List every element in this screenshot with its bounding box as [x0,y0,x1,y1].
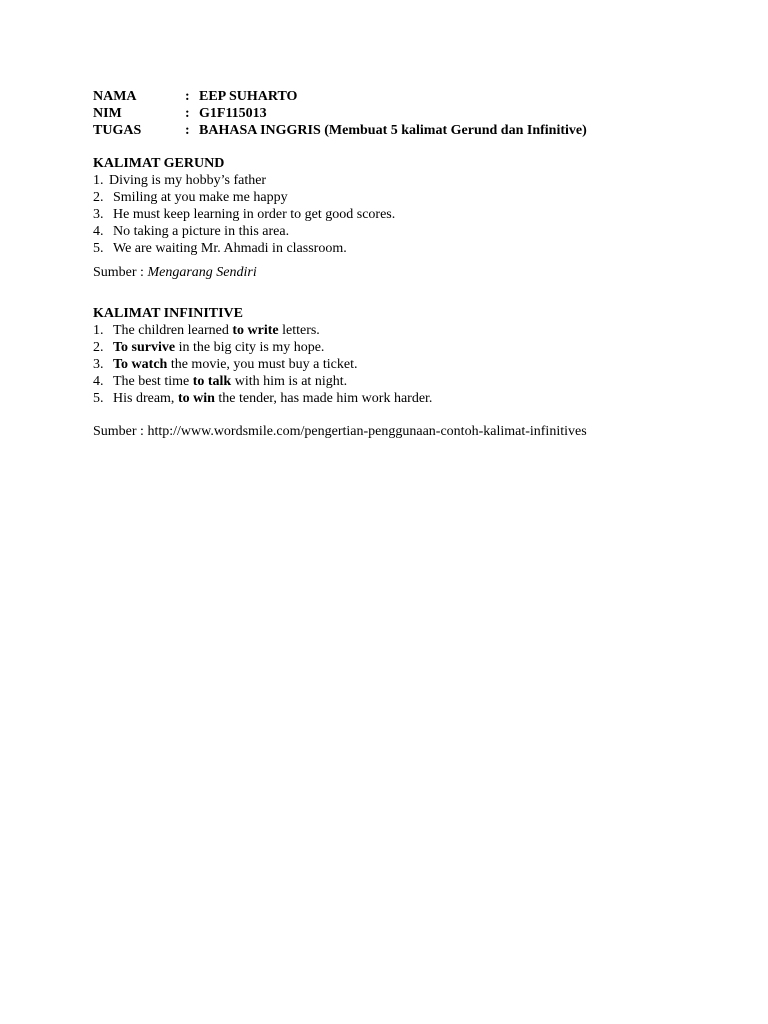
infinitive-list [93,322,432,407]
infinitive-phrase: To survive [113,340,176,355]
infinitive-item-number: 4. [93,374,104,389]
gerund-item-4 [93,223,395,240]
gerund-item-number: 4. [93,224,104,239]
infinitive-phrase: to write [232,323,279,338]
infinitive-title: KALIMAT INFINITIVE [93,306,244,321]
gerund-item-2 [93,189,395,206]
nim-row [93,105,587,122]
infinitive-item-text: His dream, to win the tender, has made him work harder. [113,391,433,406]
gerund-item-3 [93,206,395,223]
infinitive-item-1 [93,322,432,339]
gerund-list [93,172,395,257]
infinitive-item-5 [93,390,432,407]
gerund-item-text: We are waiting Mr. Ahmadi in classroom. [113,241,347,256]
gerund-item-number: 1. [93,173,104,188]
name-value: EEP SUHARTO [199,89,298,104]
infinitive-item-text: To watch the movie, you must buy a ticket. [113,357,358,372]
student-info [93,88,587,139]
gerund-item-5 [93,240,395,257]
infinitive-item-number: 2. [93,340,104,355]
nim-separator: : [185,106,190,121]
gerund-item-text: He must keep learning in order to get good scores. [113,207,396,222]
infinitive-item-text: The children learned to write letters. [113,323,320,338]
infinitive-phrase: to win [177,391,215,406]
name-row [93,88,587,105]
gerund-item-number: 3. [93,207,104,222]
infinitive-source-label: Sumber : [93,424,148,439]
infinitive-item-number: 3. [93,357,104,372]
gerund-item-text: Smiling at you make me happy [113,190,288,205]
name-label: NAMA [93,89,137,104]
infinitive-phrase: to talk [192,374,232,389]
gerund-source [93,264,257,281]
infinitive-item-4 [93,373,432,390]
gerund-item-text: No taking a picture in this area. [113,224,290,239]
infinitive-source-url: http://www.wordsmile.com/pengertian-penggunaan-contoh-kalimat-infinitives [147,424,587,439]
gerund-title: KALIMAT GERUND [93,156,225,171]
gerund-item-1 [93,172,395,189]
name-separator: : [185,89,190,104]
task-separator: : [185,123,190,138]
gerund-item-number: 2. [93,190,104,205]
infinitive-item-text: To survive in the big city is my hope. [113,340,325,355]
nim-value: G1F115013 [199,106,267,121]
gerund-source-value: Mengarang Sendiri [147,265,257,280]
infinitive-item-number: 1. [93,323,104,338]
infinitive-item-3 [93,356,432,373]
task-row [93,122,587,139]
infinitive-item-2 [93,339,432,356]
nim-label: NIM [93,106,122,121]
gerund-item-text: Diving is my hobby’s father [109,173,267,188]
gerund-source-label: Sumber : [93,265,148,280]
infinitive-phrase: To watch [113,357,168,372]
gerund-item-number: 5. [93,241,104,256]
infinitive-item-text: The best time to talk with him is at night. [113,374,348,389]
task-label: TUGAS [93,123,142,138]
infinitive-source [93,423,587,440]
task-value: BAHASA INGGRIS (Membuat 5 kalimat Gerund dan Infinitive) [199,123,587,138]
infinitive-item-number: 5. [93,391,104,406]
